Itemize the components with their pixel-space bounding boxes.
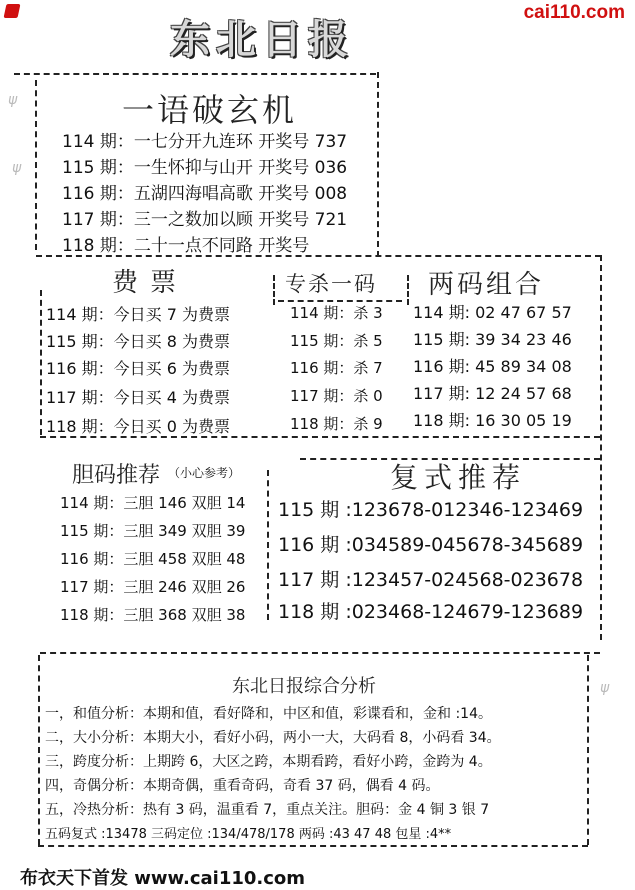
- divider: [267, 470, 269, 620]
- danma-row: 115 期：三胆 349 双胆 39: [60, 522, 246, 540]
- page-title: 东北日报: [170, 17, 354, 63]
- feipiao-row: 116 期：今日买 6 为费票: [46, 359, 230, 378]
- danma-row: 117 期：三胆 246 双胆 26: [60, 578, 246, 596]
- divider: [38, 655, 40, 845]
- footer-credit: 布衣天下首发 www.cai110.com: [20, 868, 306, 889]
- yiyu-row: 116 期：五湖四海唱高歌 开奖号 008: [62, 184, 348, 204]
- yiyu-row: 114 期：一七分开九连环 开奖号 737: [62, 132, 348, 152]
- yiyu-row: 117 期：三一之数加以顾 开奖号 721: [62, 210, 348, 230]
- divider: [600, 255, 602, 640]
- watermark-icon: ψ: [12, 160, 22, 176]
- divider: [407, 275, 409, 305]
- feipiao-row: 117 期：今日买 4 为费票: [46, 388, 230, 407]
- analysis-row: 五码复式 :13478 三码定位 :134/478/178 两码 :43 47 48 包星 :4**: [45, 827, 452, 842]
- danma-title: 胆码推荐: [72, 463, 161, 488]
- liangma-row: 115 期: 39 34 23 46: [413, 330, 572, 349]
- zhuansha-row: 115 期：杀 5: [290, 332, 383, 350]
- brand-logo: [5, 4, 19, 18]
- liangma-title: 两码组合: [428, 270, 545, 300]
- divider: [14, 73, 376, 75]
- divider: [273, 275, 275, 305]
- yiyu-row: 118 期：二十一点不同路 开奖号: [62, 236, 310, 256]
- zhuansha-row: 117 期：杀 0: [290, 387, 383, 405]
- analysis-row: 五，冷热分析：热有 3 码，温重看 7，重点关注。胆码：金 4 铜 3 银 7: [45, 802, 490, 818]
- danma-row: 116 期：三胆 458 双胆 48: [60, 550, 246, 568]
- danma-row: 114 期：三胆 146 双胆 14: [60, 494, 246, 512]
- fushi-row: 118 期 :023468-124679-123689: [278, 601, 584, 623]
- feipiao-row: 115 期：今日买 8 为费票: [46, 332, 230, 351]
- divider: [587, 655, 589, 845]
- analysis-row: 三，跨度分析：上期跨 6，大区之跨，本期看跨，看好小跨，金跨为 4。: [45, 754, 492, 770]
- fushi-row: 116 期 :034589-045678-345689: [278, 534, 584, 556]
- zhuansha-row: 118 期：杀 9: [290, 415, 383, 433]
- danma-row: 118 期：三胆 368 双胆 38: [60, 606, 246, 624]
- liangma-row: 114 期: 02 47 67 57: [413, 303, 572, 322]
- feipiao-row: 118 期：今日买 0 为费票: [46, 417, 230, 436]
- site-url[interactable]: cai110.com: [523, 2, 625, 23]
- fushi-title: 复式推荐: [390, 461, 527, 494]
- fushi-row: 115 期 :123678-012346-123469: [278, 499, 584, 521]
- divider: [40, 290, 42, 435]
- zhuansha-row: 114 期：杀 3: [290, 304, 383, 322]
- divider: [40, 652, 600, 654]
- fushi-row: 117 期 :123457-024568-023678: [278, 569, 584, 591]
- analysis-row: 二，大小分析：本期大小，看好小码，两小一大，大码看 8，小码看 34。: [45, 730, 501, 746]
- watermark-icon: ψ: [600, 680, 610, 696]
- divider: [377, 72, 379, 257]
- zhuansha-title: 专杀一码: [285, 272, 377, 296]
- liangma-row: 116 期: 45 89 34 08: [413, 357, 572, 376]
- analysis-row: 四，奇偶分析：本期奇偶，重看奇码，奇看 37 码，偶看 4 码。: [45, 778, 440, 794]
- feipiao-title: 费票: [112, 268, 189, 298]
- liangma-row: 118 期: 16 30 05 19: [413, 411, 572, 430]
- yiyu-title: 一语破玄机: [122, 91, 298, 129]
- watermark-icon: ψ: [8, 92, 18, 108]
- liangma-row: 117 期: 12 24 57 68: [413, 384, 572, 403]
- analysis-row: 一，和值分析：本期和值，看好降和，中区和值，彩谍看和，金和 :14。: [45, 706, 492, 722]
- zhuansha-row: 116 期：杀 7: [290, 359, 383, 377]
- divider: [35, 80, 37, 250]
- divider: [38, 845, 588, 847]
- yiyu-row: 115 期：一生怀抑与山开 开奖号 036: [62, 158, 348, 178]
- danma-note: （小心参考）: [168, 466, 241, 480]
- feipiao-row: 114 期：今日买 7 为费票: [46, 305, 230, 324]
- analysis-title: 东北日报综合分析: [232, 676, 376, 697]
- logo-mark-icon: [4, 4, 21, 18]
